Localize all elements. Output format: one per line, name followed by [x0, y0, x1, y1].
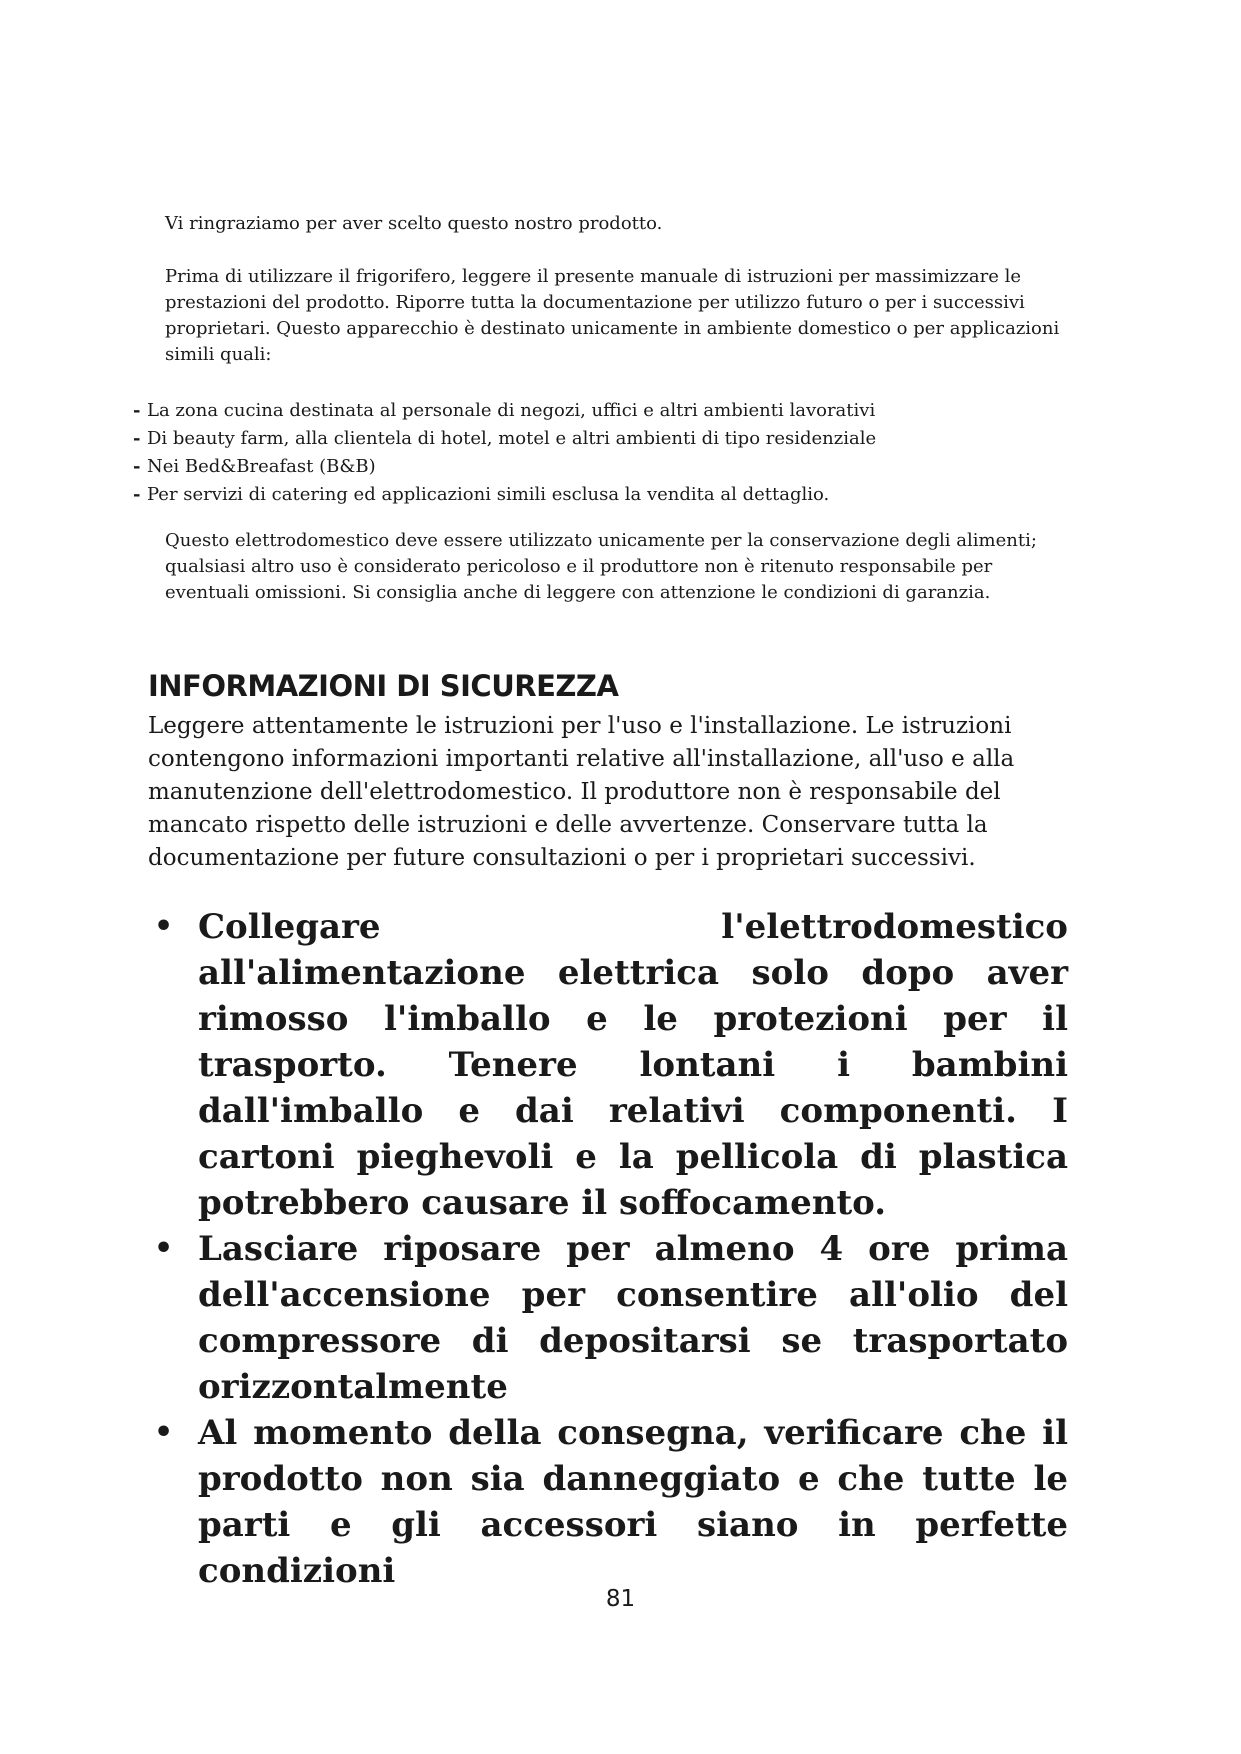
list-item — [148, 1410, 1068, 1594]
application-text: Di beauty farm, alla clientela di hotel, motel e altri ambienti di tipo residenziale — [147, 428, 877, 449]
application-text: Nei Bed&Breafast (B&B) — [147, 456, 376, 477]
usage-note: Questo elettrodomestico deve essere utilizzato unicamente per la conservazione degli alimenti; qualsiasi altro uso è considerato pericoloso e il produttore non è ritenuto responsabile per eventuali omissioni. Si consiglia anche di leggere con attenzione le condizioni di garanzia. — [165, 530, 1037, 603]
dash-marker: - — [133, 400, 141, 421]
section-intro: Leggere attentamente le istruzioni per l'uso e l'installazione. Le istruzioni contengono informazioni importanti relative all'installazione, all'uso e alla manutenzione dell'elettrodomestico. Il produttore non è responsabile del mancato rispetto delle istruzioni e delle avvertenze. Conservare tutta la documentazione per future consultazioni o per i proprietari successivi. — [148, 713, 1015, 871]
safety-bullets — [148, 904, 1068, 1594]
application-text: La zona cucina destinata al personale di negozi, uffici e altri ambienti lavorativi — [147, 400, 876, 421]
bullet-text: Lasciare riposare per almeno 4 ore prima dell'accensione per consentire all'olio del compressore di depositarsi se trasportato orizzontalmente — [198, 1229, 1068, 1407]
page-number: 81 — [605, 1586, 636, 1612]
dash-marker: - — [133, 484, 141, 505]
bullet-icon: • — [154, 1415, 174, 1450]
list-item — [148, 1226, 1068, 1410]
list-item — [133, 397, 1083, 425]
dash-marker: - — [133, 456, 141, 477]
applications-list — [133, 397, 1083, 509]
intro-before-use: Prima di utilizzare il frigorifero, leggere il presente manuale di istruzioni per massimizzare le prestazioni del prodotto. Riporre tutta la documentazione per utilizzo futuro o per i successivi proprietari. Questo apparecchio è destinato unicamente in ambiente domestico o per applicazioni simili quali: — [165, 266, 1060, 365]
bullet-text: Al momento della consegna, verificare che il prodotto non sia danneggiato e che tutte le parti e gli accessori siano in perfette condizioni — [198, 1413, 1068, 1591]
bullet-text: Collegare l'elettrodomestico all'alimentazione elettrica solo dopo aver rimosso l'imballo e le protezioni per il trasporto. Tenere lontani i bambini dall'imballo e dai relativi componenti. I cartoni pieghevoli e la pellicola di plastica potrebbero causare il soffocamento. — [198, 907, 1068, 1223]
dash-marker: - — [133, 428, 141, 449]
list-item — [148, 904, 1068, 1226]
bullet-icon: • — [154, 909, 174, 944]
bullet-icon: • — [154, 1231, 174, 1266]
list-item — [133, 481, 1083, 509]
list-item — [133, 425, 1083, 453]
section-title: INFORMAZIONI DI SICUREZZA — [148, 669, 619, 703]
intro-thanks: Vi ringraziamo per aver scelto questo nostro prodotto. — [165, 213, 663, 234]
application-text: Per servizi di catering ed applicazioni simili esclusa la vendita al dettaglio. — [147, 484, 830, 505]
list-item — [133, 453, 1083, 481]
